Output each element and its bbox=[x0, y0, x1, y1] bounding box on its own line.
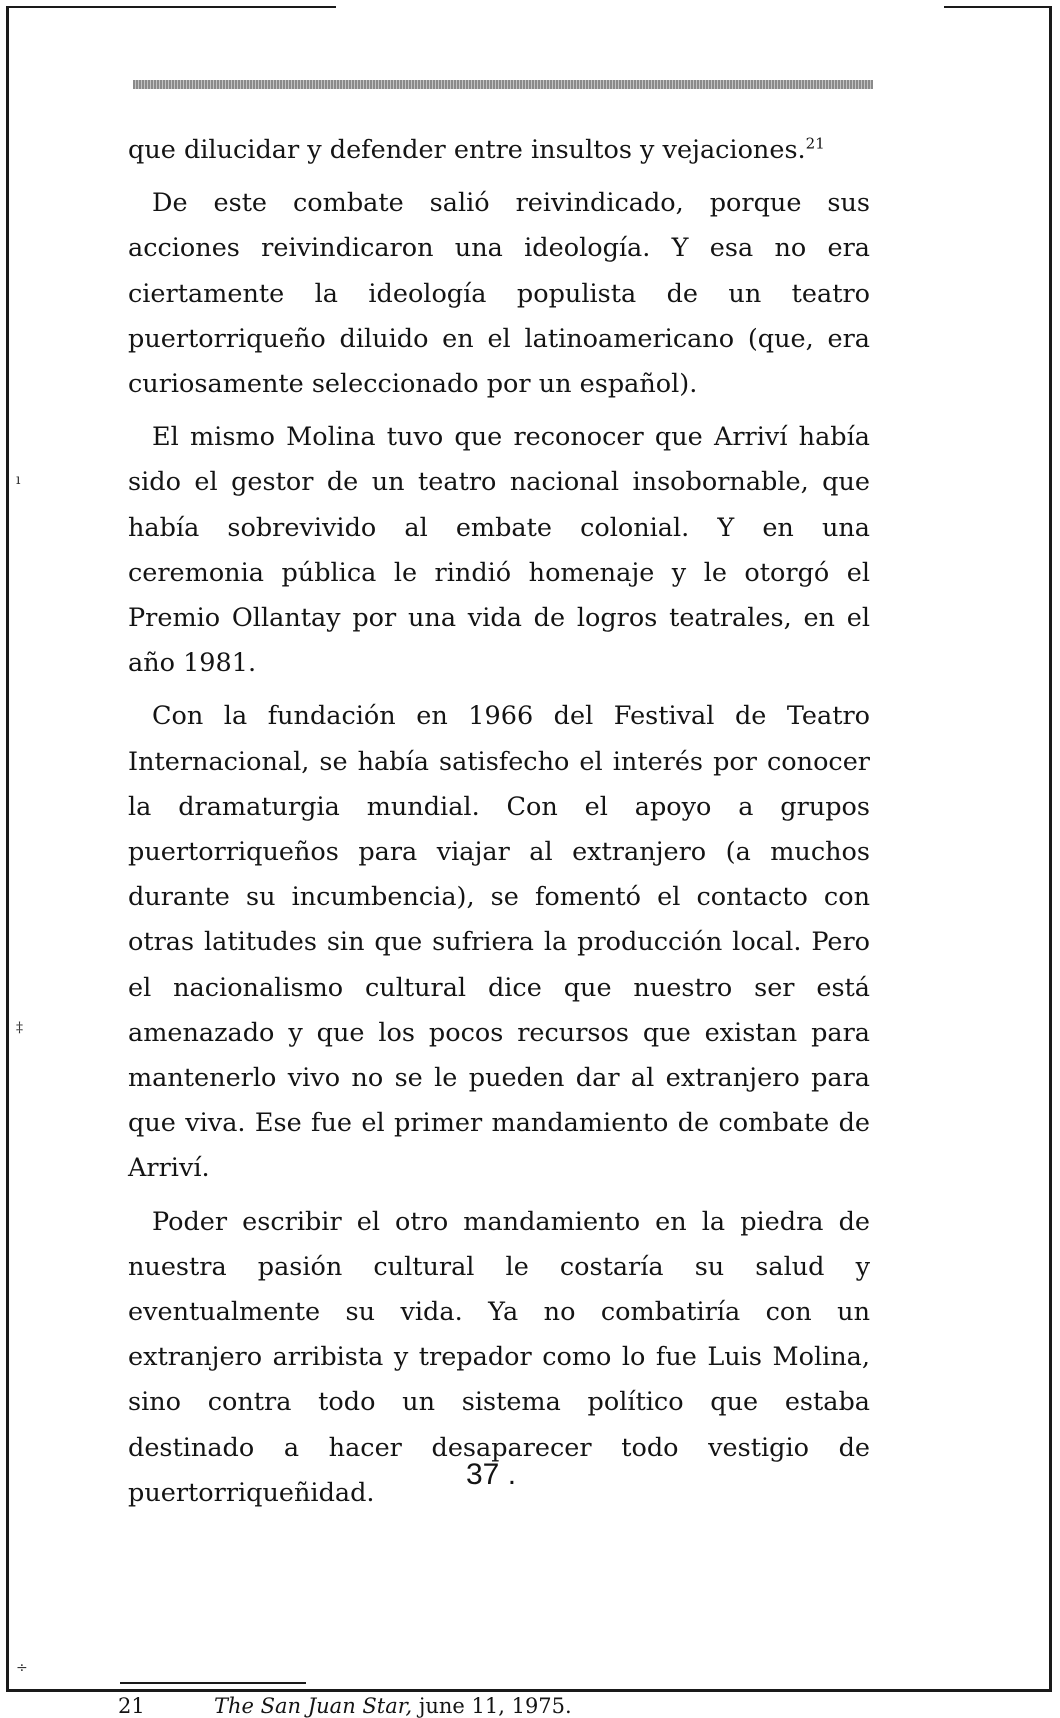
scan-margin-marks: ı ‡ ÷ bbox=[16, 472, 28, 1676]
paragraph-2: De este combate salió reivindicado, porque sus acciones reivindicaron una ideología. Y esa no era ciertamente la ideología populista de un teatro puertorriqueño diluido en el latinoamericano (que, era curiosamente seleccionado por un español). bbox=[128, 188, 870, 400]
footnote-reference[interactable]: 21 bbox=[805, 134, 825, 153]
footnote-rule bbox=[120, 1682, 306, 1684]
footnote-number: 21 bbox=[118, 1694, 145, 1718]
header-rule bbox=[133, 80, 873, 89]
body-text bbox=[128, 128, 870, 1516]
paragraph-4: Con la fundación en 1966 del Festival de Teatro Internacional, se había satisfecho el interés por conocer la dramaturgia mundial. Con el apoyo a grupos puertorriqueños para viajar al extranjero (a muchos durante su incumbencia), se fomentó el contacto con otras latitudes sin que sufriera la producción local. Pero el nacionalismo cultural dice que nuestro ser está amenazado y que los pocos recursos que existan para mantenerlo vivo no se le pueden dar al extranjero para que viva. Ese fue el primer mandamiento de combate de Arriví. bbox=[128, 701, 870, 1184]
paragraph-3: El mismo Molina tuvo que reconocer que Arriví había sido el gestor de un teatro nacional insobornable, que había sobrevivido al embate colonial. Y en una ceremonia pública le rindió homenaje y le otorgó el Premio Ollantay por una vida de logros teatrales, en el año 1981. bbox=[128, 422, 870, 679]
page-top-edge bbox=[6, 6, 336, 8]
footnote-date: june 11, 1975. bbox=[412, 1694, 572, 1718]
footnote bbox=[118, 1694, 572, 1718]
page-number: 37 . bbox=[466, 1458, 517, 1491]
footnote-source-title: The San Juan Star, bbox=[214, 1694, 413, 1718]
paragraph-5: Poder escribir el otro mandamiento en la piedra de nuestra pasión cultural le costaría su salud y eventualmente su vida. Ya no combatiría con un extranjero arribista y trepador como lo fue Luis Molina, sino contra todo un sistema político que estaba destinado a hacer desaparecer todo vestigio de puertorriqueñidad. bbox=[128, 1206, 870, 1508]
page-top-edge-right bbox=[944, 6, 1052, 8]
paragraph-1: que dilucidar y defender entre insultos y vejaciones.$^{21}$ bbox=[128, 134, 825, 165]
